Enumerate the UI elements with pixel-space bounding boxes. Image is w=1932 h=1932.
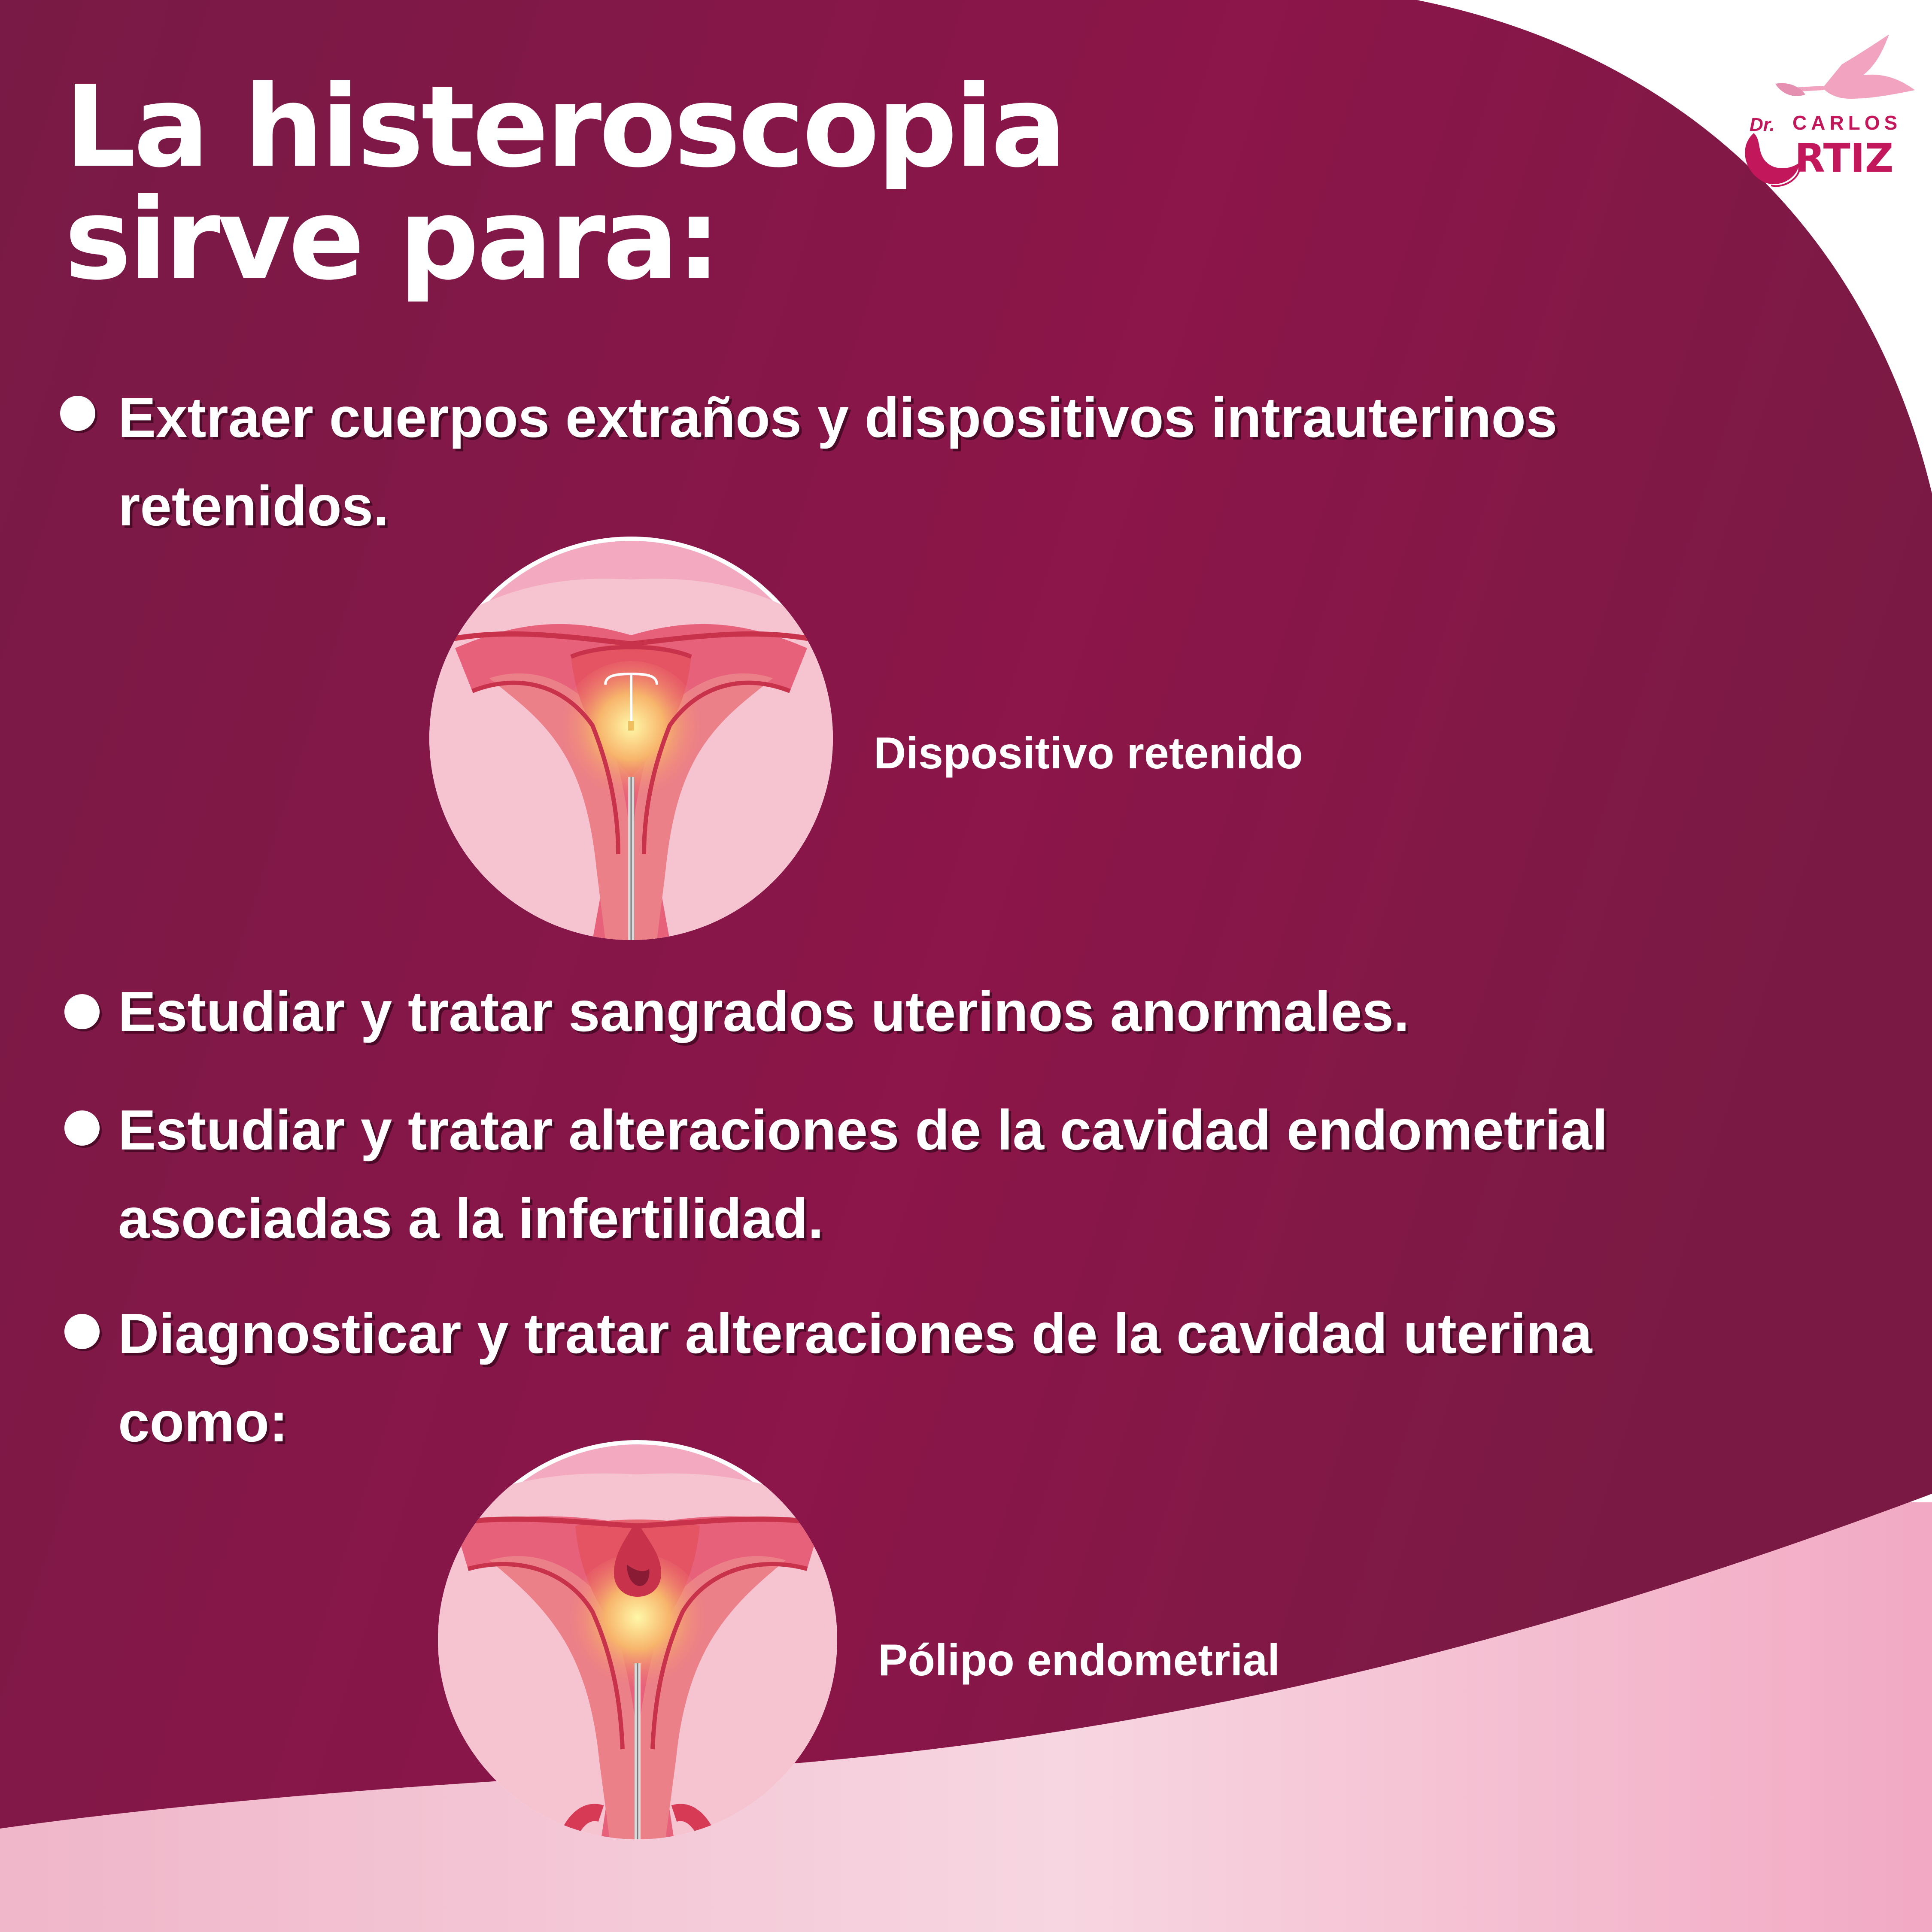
page-title <box>64 61 1064 305</box>
uterus-polyp-icon <box>438 1440 837 1839</box>
bullet-item-1 <box>118 373 1557 550</box>
bullet-1-line-1: Extraer cuerpos extraños y dispositivos intrauterinos <box>118 386 1558 449</box>
bullet-3-line-2: asociadas a la infertilidad. <box>118 1187 824 1250</box>
title-line-2: sirve para: <box>64 174 719 305</box>
caption-device: Dispositivo retenido <box>874 728 1303 778</box>
logo-last-name: RTIZ <box>1795 135 1894 181</box>
bullet-dot <box>64 1110 100 1146</box>
title-line-1: La histeroscopia <box>64 61 1064 192</box>
bullet-item-4 <box>118 1289 1592 1466</box>
bullet-dot <box>64 1314 100 1349</box>
bullet-item-2 <box>118 968 1410 1056</box>
bullet-1-line-2: retenidos. <box>118 474 389 537</box>
bullet-dot <box>64 994 100 1029</box>
bullet-3-line-1: Estudiar y tratar alteraciones de la cavidad endometrial <box>118 1098 1608 1162</box>
logo-first-name: CARLOS <box>1792 112 1902 134</box>
caption-polyp: Pólipo endometrial <box>878 1635 1280 1685</box>
bullet-2-line-1: Estudiar y tratar sangrados uterinos anormales. <box>118 980 1410 1043</box>
bullet-4-line-2: como: <box>118 1390 288 1453</box>
heart-hands-icon <box>1745 133 1799 186</box>
bullet-item-3 <box>118 1086 1608 1263</box>
stork-icon <box>1775 34 1915 99</box>
bullet-dot <box>60 396 95 431</box>
logo-prefix: Dr. <box>1750 114 1775 135</box>
uterus-iud-icon <box>429 537 833 940</box>
bullet-4-line-1: Diagnosticar y tratar alteraciones de la cavidad uterina <box>118 1302 1592 1365</box>
doctor-logo <box>1735 34 1915 189</box>
